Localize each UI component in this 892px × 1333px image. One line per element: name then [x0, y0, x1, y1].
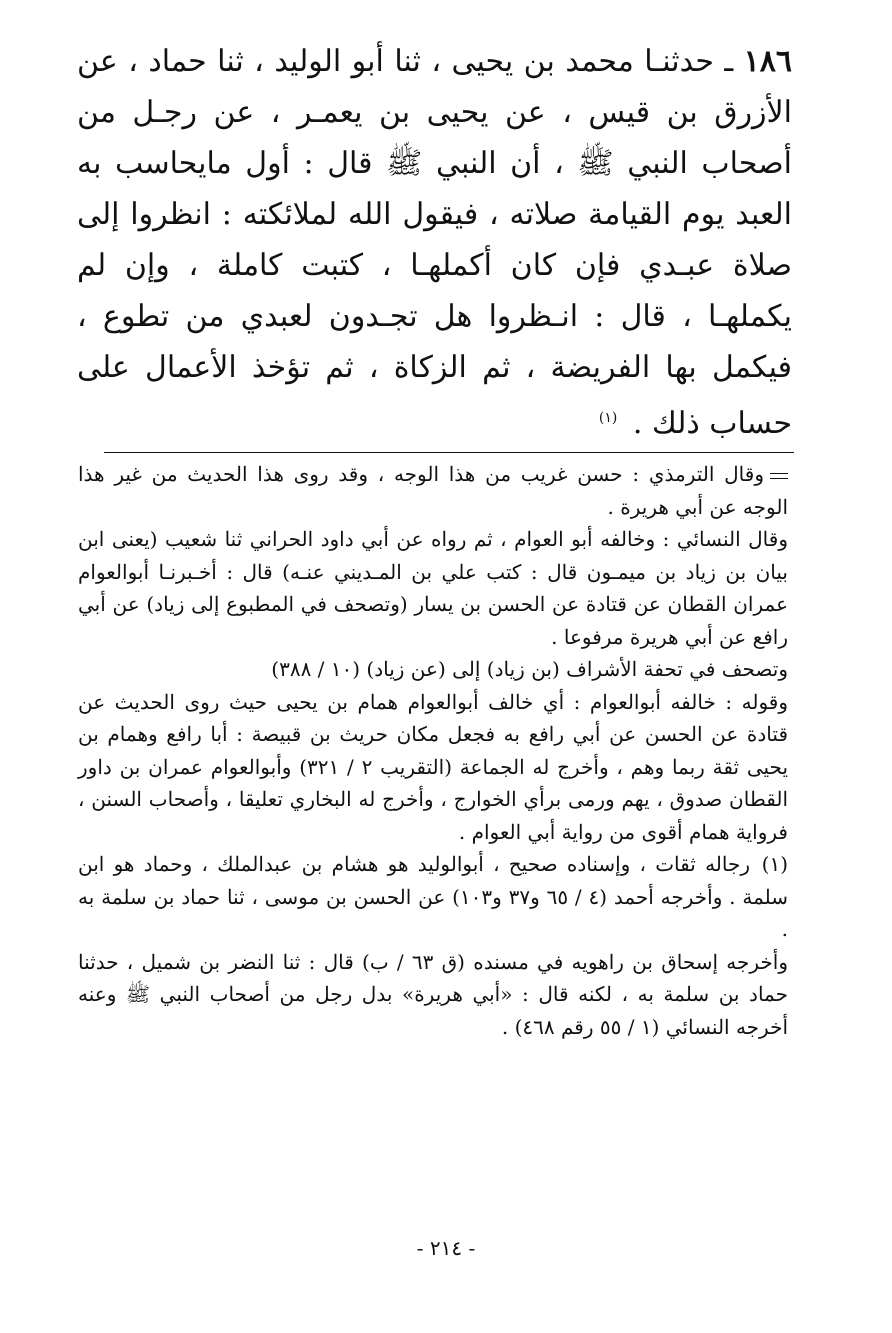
footnote-divider [104, 452, 794, 453]
hadith-number: ١٨٦ [743, 44, 792, 79]
footnotes-block [78, 458, 788, 1043]
hadith-text-block [77, 36, 792, 449]
footnote-paragraph [78, 946, 788, 1044]
footnote-text: وتصحف في تحفة الأشراف (بن زياد) إلى (عن زياد) (١٠ / ٣٨٨) [271, 657, 788, 681]
footnote-paragraph [78, 653, 788, 686]
footnote-text: رجاله ثقات ، وإسناده صحيح ، أبوالوليد هو هشام بن عبدالملك ، وحماد هو ابن سلمة . وأخرجه أحمد (٤ / ٦٥ و٣٧ و١٠٣) عن الحسن بن موسى ، ثنا حماد بن سلمة به . [78, 852, 789, 941]
hadith-body: ـ حدثنـا محمد بن يحيى ، ثنا أبو الوليد ، ثنا حماد ، عن الأزرق بن قيس ، عن يحيى بن يعمـر ، عن رجـل من أصحاب النبي ﷺ ، أن النبي ﷺ قال : أول مايحاسب به العبد يوم القيامة صلاته ، فيقول الله لملائكته : انظروا إلى صلاة عبـدي فإن كان أكملهـا ، كتبت كاملة ، وإن لم يكملهـا ، قال : انـظروا هل تجـدون لعبدي من تطوع ، فيكمل بها الفريضة ، ثم الزكاة ، ثم تؤخذ الأعمال على حساب ذلك . [77, 44, 792, 441]
page-number: - ٢١٤ - [416, 1236, 476, 1260]
footnote-reference: (١) [598, 410, 618, 426]
footnote-paragraph [78, 686, 788, 849]
footnote-paragraph [78, 458, 788, 523]
continuation-mark-icon [770, 469, 788, 483]
footnote-text: وقال النسائي : وخالفه أبو العوام ، ثم رواه عن أبي داود الحراني ثنا شعيب (يعنى ابن بيان بن زياد بن ميمـون قال : كتب علي بن المـديني عنـه) قال : أخـبرنـا أبوالعوام عمران القطان عن قتادة عن الحسن بن يسار (وتصحف في المطبوع إلى زياد) عن أبي رافع عن أبي هريرة مرفوعا . [78, 527, 788, 649]
footnote-text: وأخرجه إسحاق بن راهويه في مسنده (ق ٦٣ / ب) قال : ثنا النضر بن شميل ، حدثنا حماد بن سلمة به ، لكنه قال : «أبي هريرة» بدل رجل من أصحاب النبي ﷺ وعنه أخرجه النسائي (١ / ٥٥ رقم ٤٦٨) . [78, 949, 788, 1039]
footnote-text: وقوله : خالفه أبوالعوام : أي خالف أبوالعوام همام بن يحيى حيث روى الحديث عن قتادة عن الحسن عن أبي رافع به فجعل مكان حريث بن قبيصة : أبا رافع وهمام بن يحيى ثقة ربما وهم ، وأخرج له الجماعة (التقريب ٢ / ٣٢١) وأبوالعوام عمران بن داور القطان صدوق ، يهم ورمى برأي الخوارج ، وأخرج له البخاري تعليقا ، وأصحاب السنن ، فرواية همام أقوى من رواية أبي العوام . [78, 689, 789, 844]
footnote-1 [78, 848, 788, 946]
footnote-number: (١) [761, 852, 788, 876]
footnote-paragraph [78, 523, 788, 653]
footnote-text: وقال الترمذي : حسن غريب من هذا الوجه ، وقد روى هذا الحديث من غير هذا الوجه عن أبي هريرة . [78, 462, 788, 519]
